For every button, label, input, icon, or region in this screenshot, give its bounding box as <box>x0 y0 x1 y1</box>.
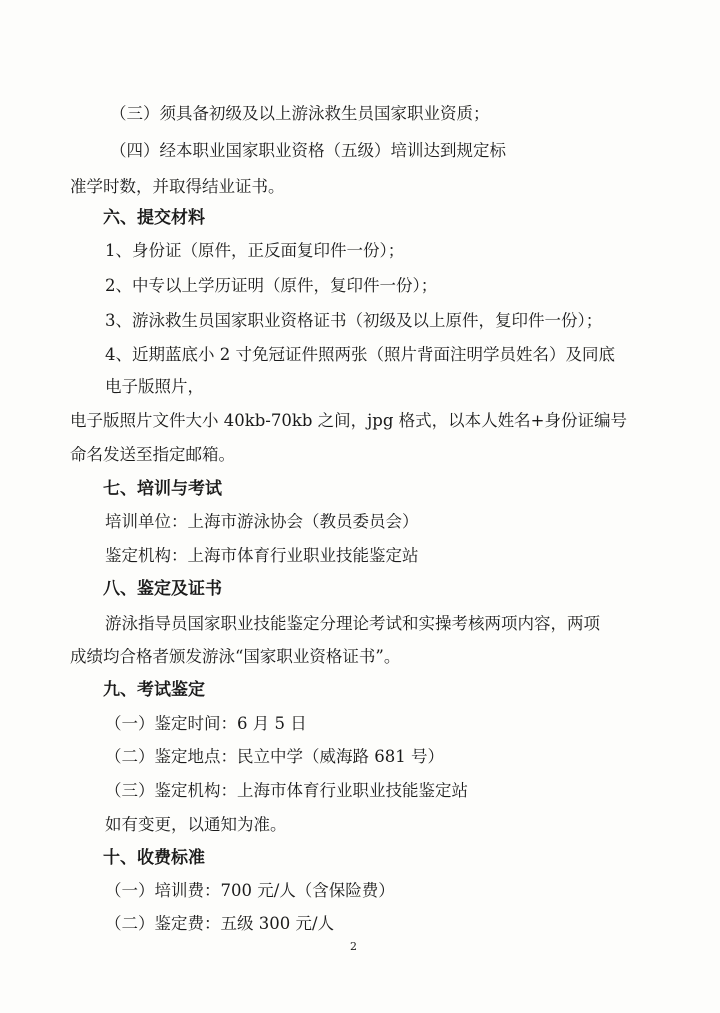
exam-heading: 九、考试鉴定 <box>103 680 205 700</box>
materials-note-line-2: 命名发送至指定邮箱。 <box>70 445 235 464</box>
qualification-item-4-line-1: （四）经本职业国家职业资格（五级）培训达到规定标 <box>110 141 506 160</box>
exam-agency: （三）鉴定机构：上海市体育行业职业技能鉴定站 <box>105 781 468 800</box>
exam-place: （二）鉴定地点：民立中学（威海路 681 号） <box>105 747 444 766</box>
exam-time: （一）鉴定时间：6 月 5 日 <box>105 714 307 733</box>
materials-item-2: 2、中专以上学历证明（原件，复印件一份）； <box>105 276 438 295</box>
training-agency: 鉴定机构：上海市体育行业职业技能鉴定站 <box>105 546 419 565</box>
fees-training: （一）培训费：700 元/人（含保险费） <box>105 881 395 900</box>
fees-heading: 十、收费标准 <box>103 848 205 868</box>
training-unit: 培训单位：上海市游泳协会（教员委员会） <box>105 512 419 531</box>
certificate-line-1: 游泳指导员国家职业技能鉴定分理论考试和实操考核两项内容，两项 <box>105 614 600 633</box>
qualification-item-4-line-2: 准学时数，并取得结业证书。 <box>70 177 285 196</box>
exam-notice: 如有变更，以通知为准。 <box>105 815 287 834</box>
certificate-heading: 八、鉴定及证书 <box>103 579 222 599</box>
materials-item-4-line-2: 电子版照片， <box>105 377 204 396</box>
materials-item-3: 3、游泳救生员国家职业资格证书（初级及以上原件，复印件一份）； <box>105 311 603 330</box>
materials-heading: 六、提交材料 <box>103 208 205 228</box>
materials-item-4-line-1: 4、近期蓝底小 2 寸免冠证件照两张（照片背面注明学员姓名）及同底 <box>105 345 615 364</box>
training-heading: 七、培训与考试 <box>103 479 222 499</box>
page-number: 2 <box>350 940 357 953</box>
qualification-item-3: （三）须具备初级及以上游泳救生员国家职业资质； <box>110 104 490 123</box>
materials-note-line-1: 电子版照片文件大小 40kb-70kb 之间，jpg 格式，以本人姓名+身份证编号 <box>70 411 627 430</box>
fees-exam: （二）鉴定费：五级 300 元/人 <box>105 914 335 933</box>
certificate-line-2: 成绩均合格者颁发游泳“国家职业资格证书”。 <box>70 647 401 666</box>
materials-item-1: 1、身份证（原件，正反面复印件一份）； <box>105 241 405 260</box>
